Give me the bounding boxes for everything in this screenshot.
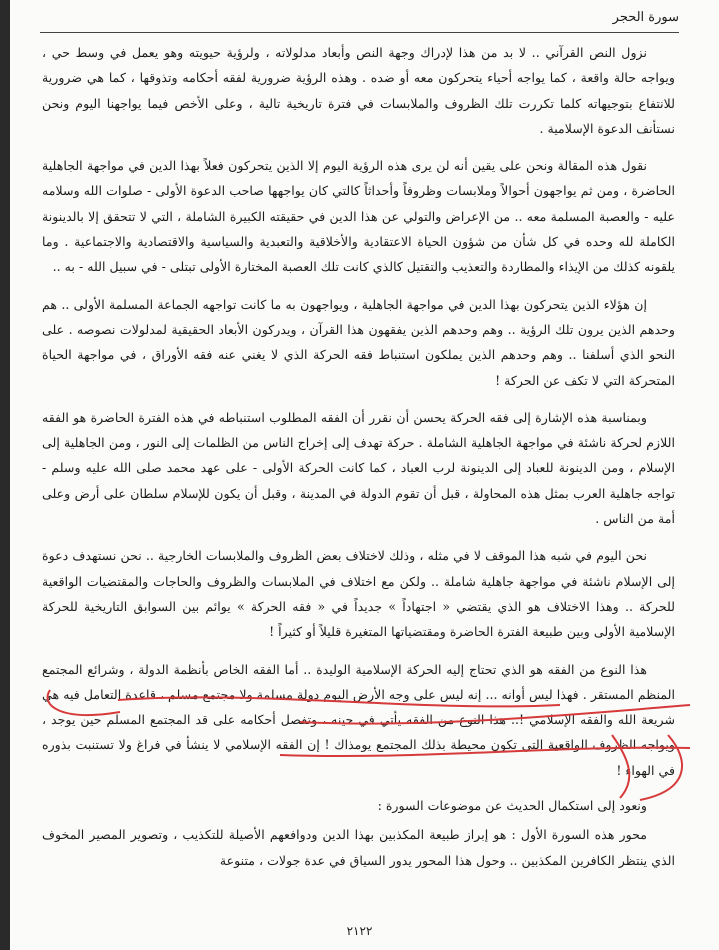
- running-header: [40, 6, 679, 33]
- paragraph: نقول هذه المقالة ونحن على يقين أنه لن يرى هذه الرؤية اليوم إلا الذين يتحركون فعلاً بهذا الدين في مواجهة الجاهلية الحاضرة ، ومن ثم يواجهون أحوالاً وملابسات وظروفاً وأحداثاً كالتي كان يواجهها صاحب الدعوة الأولى - صلوات الله وسلامه عليه - والعصبة المسلمة معه .. من الإعراض والتولي عن هذا الدين في حقيقته الكبيرة الشاملة ، التي لا تتحقق إلا بالدينونة الكاملة لله وحده في كل شأن من شؤون الحياة الاعتقادية والأخلاقية والتعبدية والسياسية والاقتصادية والاجتماعية . وما يلقونه كذلك من الإيذاء والمطاردة والتعذيب والتقتيل كالذي كانت تلك العصبة المختارة الأولى تبتلى - في سبيل الله - به ..: [42, 158, 675, 275]
- closing-paragraph: محور هذه السورة الأول : هو إبراز طبيعة المكذبين بهذا الدين ودوافعهم الأصيلة للتكذيب ، وتصوير المصير المخوف الذي ينتظر الكافرين المكذبين .. وحول هذا المحور يدور السياق في عدة جولات ، متنوعة: [42, 827, 675, 868]
- paragraph: إن هؤلاء الذين يتحركون بهذا الدين في مواجهة الجاهلية ، ويواجهون به ما كانت تواجهه الجماعة المسلمة الأولى .. هم وحدهم الذين يرون تلك الرؤية .. وهم وحدهم الذين يفقهون هذا القرآن ، ويدركون الأبعاد الحقيقية لمدلولات نصوصه . على النحو الذي أسلفنا .. وهم وحدهم الذين يملكون استنباط فقه الحركة الذي لا يغني عنه فقه الأوراق ، في مواجهة الحياة المتحركة التي لا تكف عن الحركة !: [42, 296, 675, 388]
- page-body: [42, 40, 675, 885]
- paragraph: وبمناسبة هذه الإشارة إلى فقه الحركة يحسن أن نقرر أن الفقه المطلوب استنباطه في هذه الفترة الحاضرة هو الفقه اللازم لحركة ناشئة في مواجهة الجاهلية الشاملة . حركة تهدف إلى إخراج الناس من الظلمات إلى النور ، ومن الجاهلية إلى الإسلام ، ومن الدينونة للعباد إلى الدينونة لرب العباد ، كما كانت الحركة الأولى - على عهد محمد صلى الله عليه وسلم - تواجه جاهلية العرب بمثل هذه المحاولة ، قبل أن تقوم الدولة في المدينة ، وقبل أن يكون للإسلام سلطان على أرض وعلى أمة من الناس .: [42, 409, 675, 527]
- paragraph: نحن اليوم في شبه هذا الموقف لا في مثله ، وذلك لاختلاف بعض الظروف والملابسات الخارجية .. نحن نستهدف دعوة إلى الإسلام ناشئة في مواجهة جاهلية شاملة .. ولكن مع اختلاف في الملابسات والظروف والحاجات والمقتضيات الواقعية للحركة .. وهذا الاختلاف هو الذي يقتضي « اجتهاداً » جديداً في « فقه الحركة » يوائم بين السوابق التاريخية للحركة الإسلامية الأولى وبين طبيعة الفترة الحاضرة ومقتضياتها المتغيرة قليلاً أو كثيراً !: [42, 548, 675, 640]
- annotated-paragraph: هذا النوع من الفقه هو الذي تحتاج إليه الحركة الإسلامية الوليدة .. أما الفقه الخاص بأنظمة الدولة ، وشرائع المجتمع المنظم المستقر . فهذا ليس أوانه ... إنه ليس على وجه الأرض اليوم دولة مسلمة ولا مجتمع مسلم ، قاعدة التعامل فيه هي شريعة الله والفقه الإسلامي !.. هذا النوع من الفقه يأتي في حينه ، وتفصل أحكامه على قد المجتمع المسلم حين يوجد ، ويواجه الظروف الواقعية التي تكون محيطة بذلك المجتمع يومذاك ! إن الفقه الإسلامي لا ينشأ في فراغ ولا تستنبت بذوره في الهواء !: [42, 661, 675, 778]
- scan-edge-shadow: [0, 0, 10, 950]
- page-number: ٢١٢٢: [346, 924, 373, 938]
- surah-title: سورة الحجر: [612, 10, 679, 25]
- section-heading: ونعود إلى استكمال الحديث عن موضوعات السورة :: [377, 798, 647, 814]
- paragraph: نزول النص القرآني .. لا بد من هذا لإدراك وجهة النص وأبعاد مدلولاته ، ولرؤية حيويته وهو يعمل في وسط حي ، ويواجه حالة واقعة ، كما يواجه أحياء يتحركون معه أو ضده . وهذه الرؤية ضرورية لفقه أحكامه وتذوقها ، كما هي ضرورية للانتفاع بتوجيهاته كلما تكررت تلك الظروف والملابسات في فترة تاريخية تالية ، وعلى الأخص فيما يواجهنا اليوم ونحن نستأنف الدعوة الإسلامية .: [42, 45, 675, 136]
